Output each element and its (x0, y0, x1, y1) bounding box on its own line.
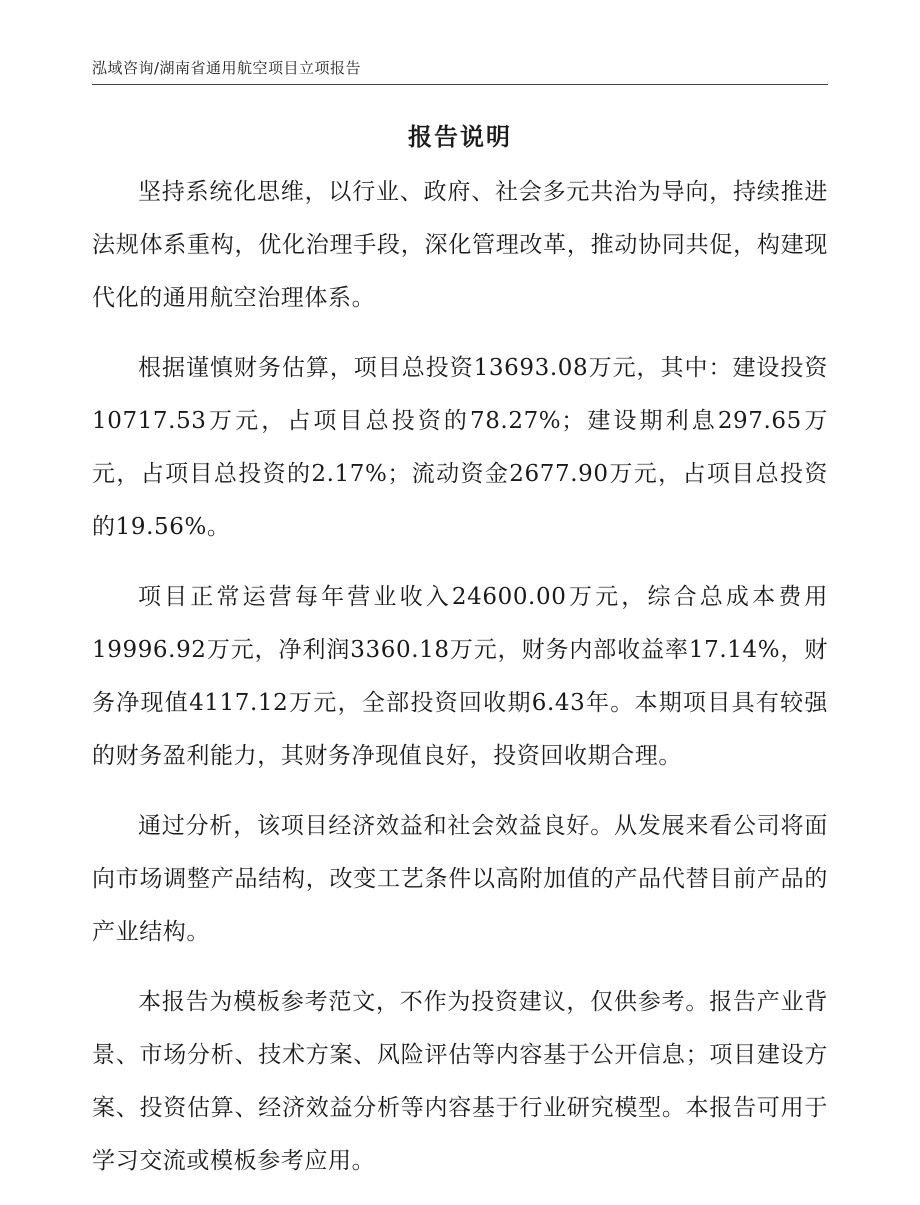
document-body (92, 166, 828, 1205)
paragraph-revenue: 项目正常运营每年营业收入24600.00万元，综合总成本费用19996.92万元，净利润3360.18万元，财务内部收益率17.14%，财务净现值4117.12万元，全部投资回收期6.43年。本期项目具有较强的财务盈利能力，其财务净现值良好，投资回收期合理。 (92, 584, 828, 769)
paragraph-disclaimer: 本报告为模板参考范文，不作为投资建议，仅供参考。报告产业背景、市场分析、技术方案、风险评估等内容基于公开信息；项目建设方案、投资估算、经济效益分析等内容基于行业研究模型。本报告可用于学习交流或模板参考应用。 (92, 989, 828, 1174)
running-header: 泓域咨询/湖南省通用航空项目立项报告 (92, 59, 362, 77)
paragraph-analysis: 通过分析，该项目经济效益和社会效益良好。从发展来看公司将面向市场调整产品结构，改变工艺条件以高附加值的产品代替目前产品的产业结构。 (92, 813, 828, 945)
document-title: 报告说明 (408, 123, 512, 151)
paragraph-investment: 根据谨慎财务估算，项目总投资13693.08万元，其中：建设投资10717.53万元，占项目总投资的78.27%；建设期利息297.65万元，占项目总投资的2.17%；流动资金2677.90万元，占项目总投资的19.56%。 (92, 355, 828, 540)
header-divider (92, 84, 828, 85)
paragraph-governance: 坚持系统化思维，以行业、政府、社会多元共治为导向，持续推进法规体系重构，优化治理手段，深化管理改革，推动协同共促，构建现代化的通用航空治理体系。 (92, 179, 828, 311)
